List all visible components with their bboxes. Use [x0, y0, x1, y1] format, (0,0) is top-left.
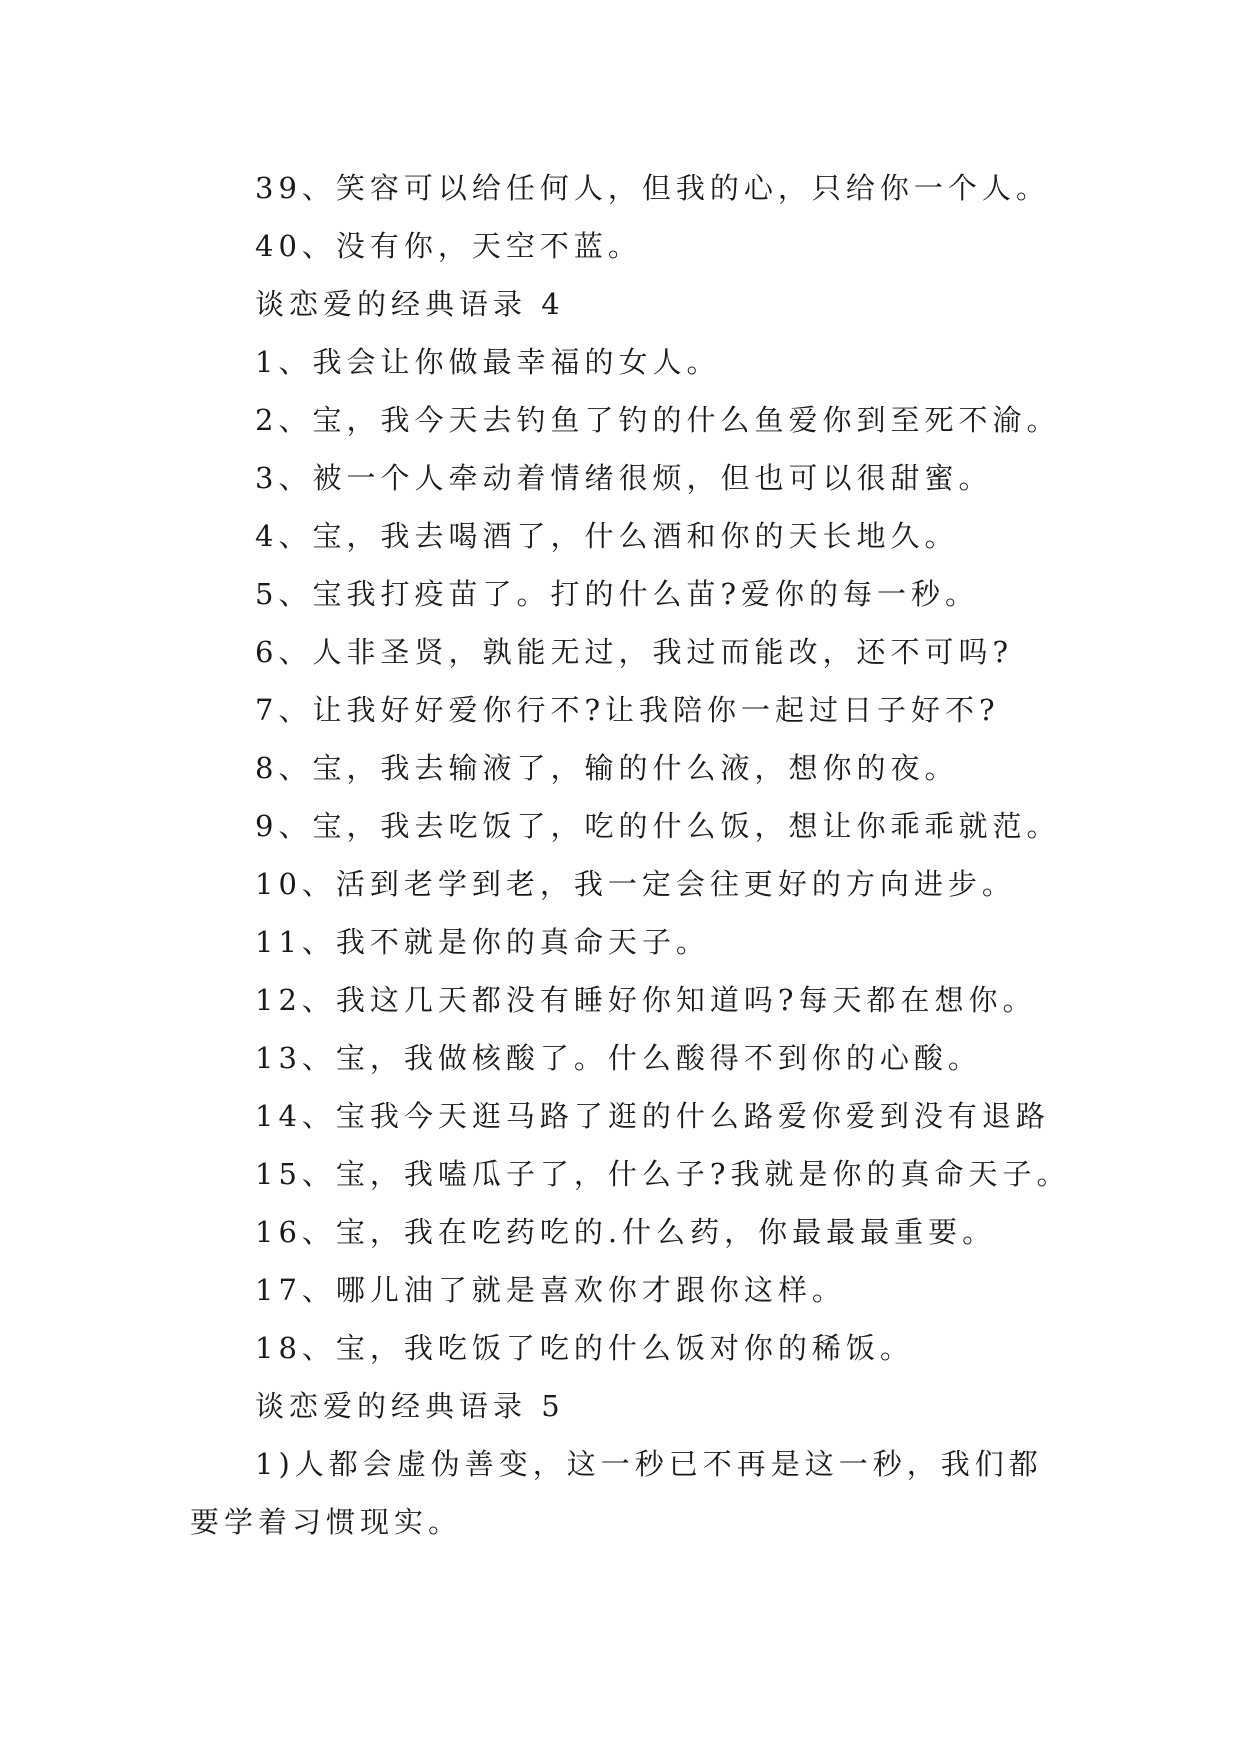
- text-line: 3、被一个人牵动着情绪很烦，但也可以很甜蜜。: [255, 461, 993, 495]
- section-heading: 谈恋爱的经典语录 4: [255, 287, 565, 321]
- text-line: 9、宝，我去吃饭了，吃的什么饭，想让你乖乖就范。: [255, 809, 1061, 843]
- text-line: 4、宝，我去喝酒了，什么酒和你的天长地久。: [255, 519, 959, 553]
- text-line: 1、我会让你做最幸福的女人。: [255, 345, 721, 379]
- text-line: 11、我不就是你的真命天子。: [255, 925, 710, 959]
- text-line: 8、宝，我去输液了，输的什么液，想你的夜。: [255, 751, 959, 785]
- paragraph: 1)人都会虚伪善变，这一秒已不再是这一秒，我们都要学着习惯现实。: [190, 1447, 1043, 1539]
- text-line: 17、哪儿油了就是喜欢你才跟你这样。: [255, 1273, 846, 1307]
- text-line: 18、宝，我吃饭了吃的什么饭对你的稀饭。: [255, 1331, 914, 1365]
- text-line: 39、笑容可以给任何人，但我的心，只给你一个人。: [255, 171, 1050, 205]
- text-line: 12、我这几天都没有睡好你知道吗?每天都在想你。: [255, 983, 1037, 1017]
- text-line: 10、活到老学到老，我一定会往更好的方向进步。: [255, 867, 1016, 901]
- section-heading: 谈恋爱的经典语录 5: [255, 1389, 565, 1423]
- text-line: 14、宝我今天逛马路了逛的什么路爱你爱到没有退路: [255, 1099, 1050, 1133]
- text-line: 2、宝，我今天去钓鱼了钓的什么鱼爱你到至死不渝。: [255, 403, 1061, 437]
- text-line: 7、让我好好爱你行不?让我陪你一起过日子好不?: [255, 693, 1000, 727]
- text-line: 15、宝，我嗑瓜子了，什么子?我就是你的真命天子。: [255, 1157, 1071, 1191]
- text-line: 6、人非圣贤，孰能无过，我过而能改，还不可吗?: [255, 635, 1013, 669]
- text-line: 40、没有你，天空不蓝。: [255, 229, 642, 263]
- text-line: 5、宝我打疫苗了。打的什么苗?爱你的每一秒。: [255, 577, 979, 611]
- text-line: 16、宝，我在吃药吃的.什么药，你最最最重要。: [255, 1215, 997, 1249]
- text-line: 13、宝，我做核酸了。什么酸得不到你的心酸。: [255, 1041, 982, 1075]
